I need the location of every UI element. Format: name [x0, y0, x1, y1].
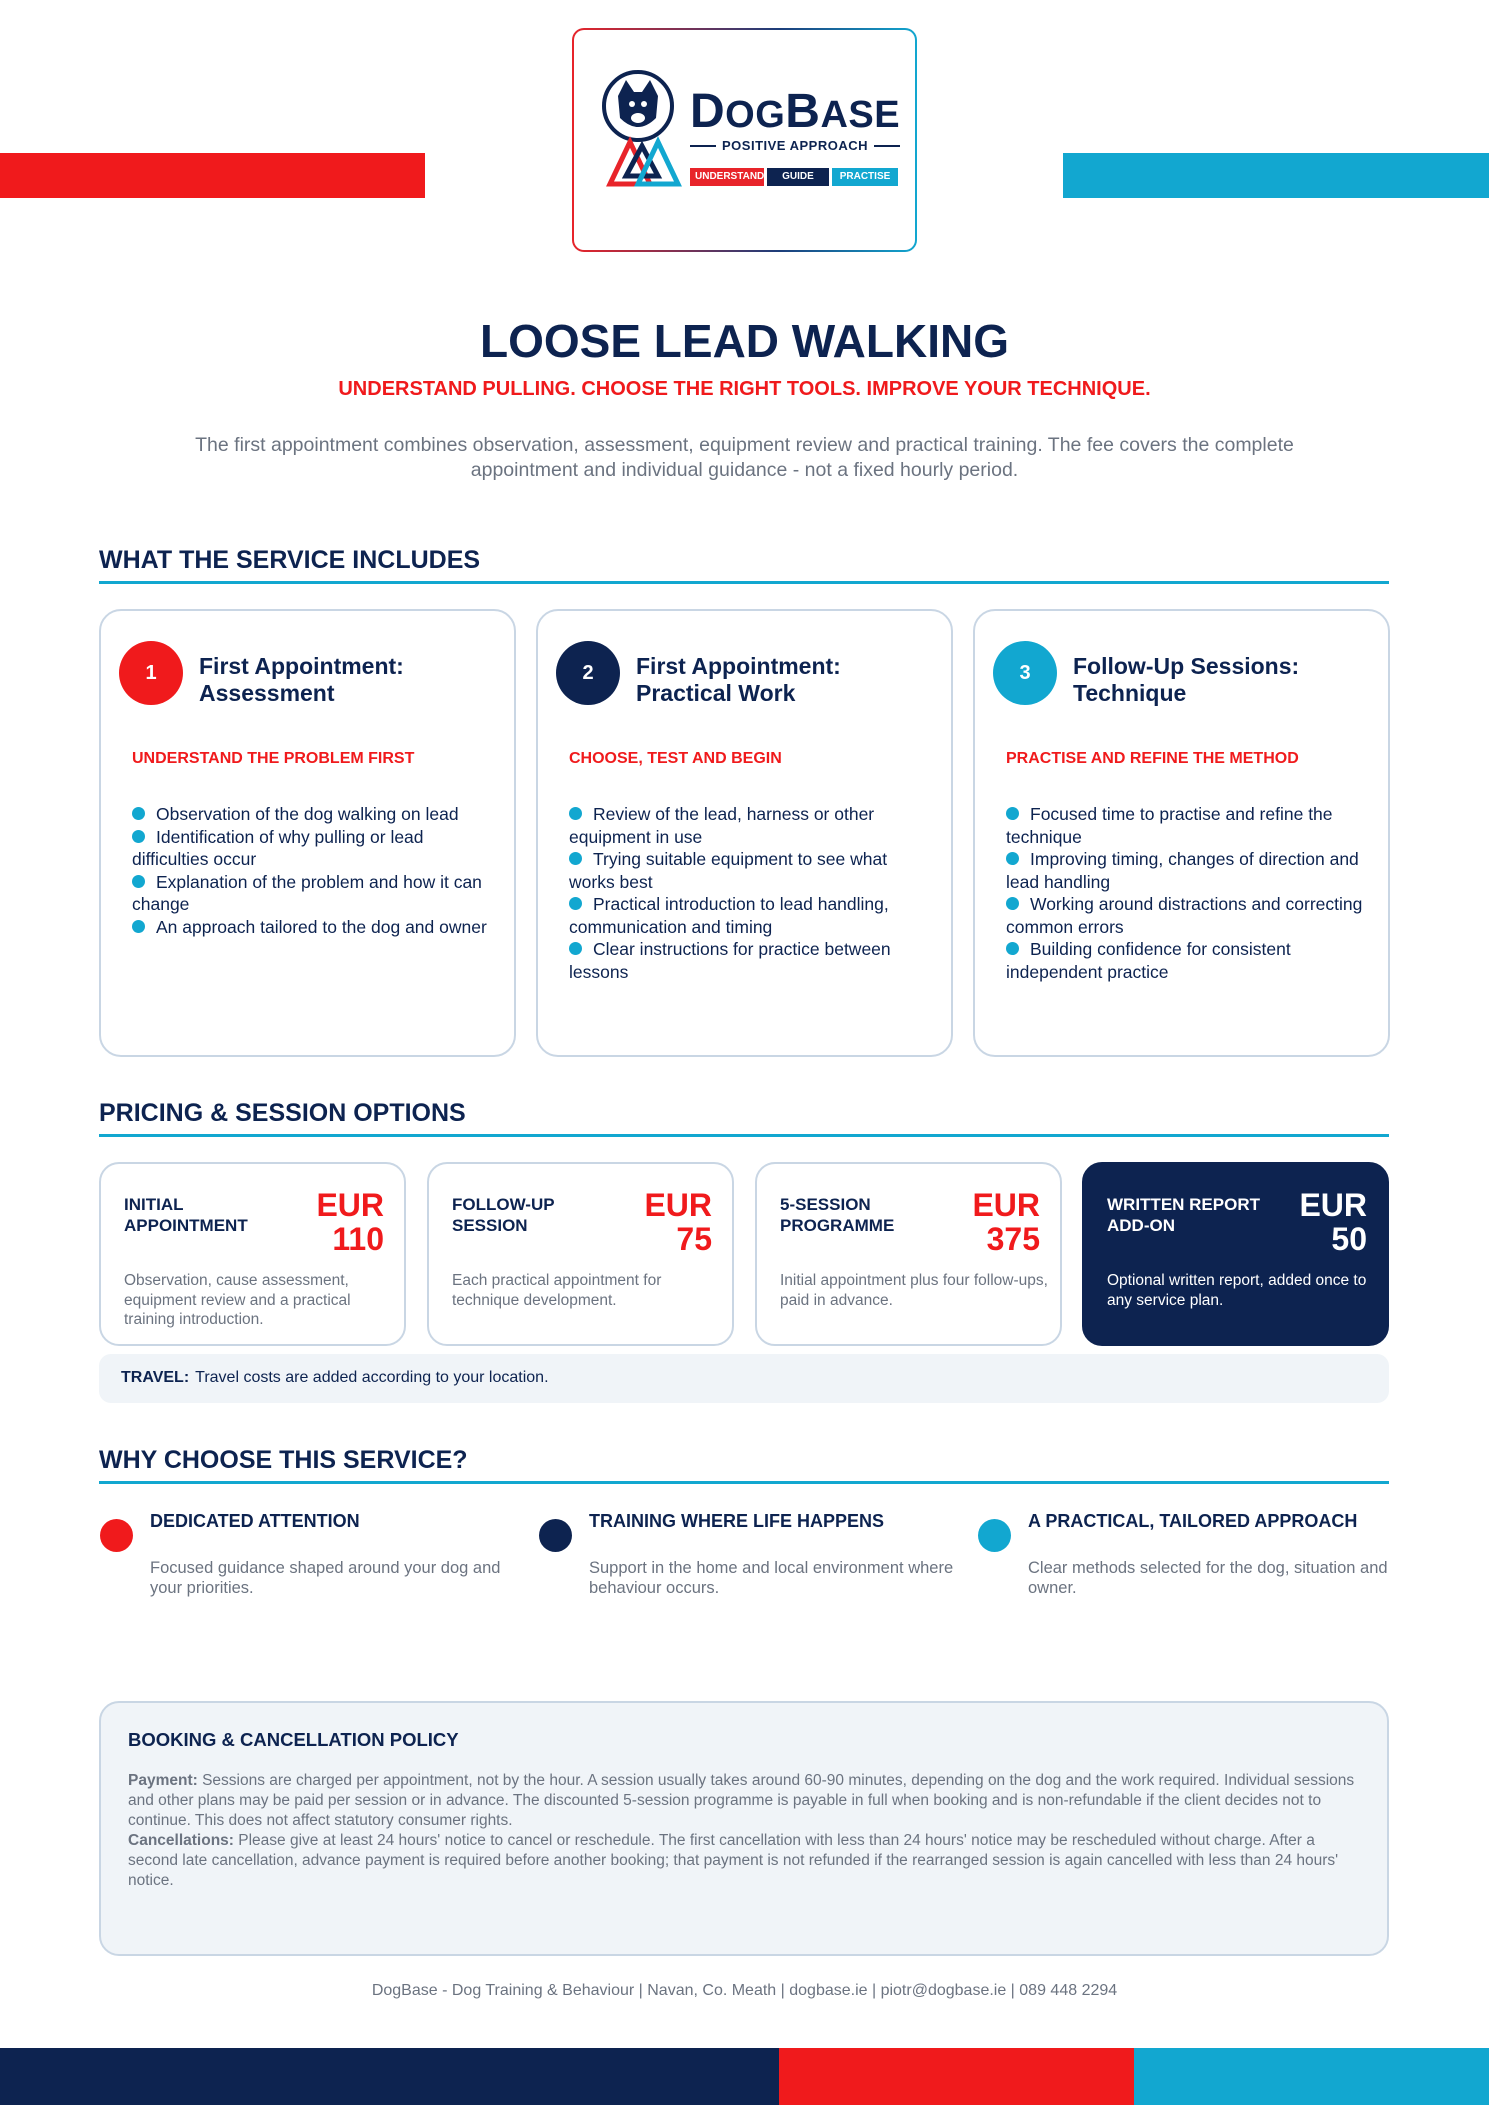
travel-label: TRAVEL: — [121, 1369, 190, 1386]
price-option-desc: Each practical appointment for technique development. — [452, 1272, 662, 1309]
step-number-badge: 3 — [993, 641, 1057, 705]
service-card-practical-work — [536, 609, 953, 1057]
why-item-title: DEDICATED ATTENTION — [150, 1511, 360, 1531]
why-item-desc: Focused guidance shaped around your dog and your priorities. — [150, 1559, 501, 1597]
price-option-desc: Optional written report, added once to any service plan. — [1107, 1272, 1367, 1309]
header-band-blue — [1063, 153, 1489, 198]
list-item: Observation of the dog walking on lead — [132, 803, 492, 826]
price-amount: EUR 110 — [316, 1187, 384, 1257]
footer-bar-red — [779, 2048, 1134, 2105]
section-title-why: WHY CHOOSE THIS SERVICE? — [99, 1446, 1389, 1484]
list-item: Practical introduction to lead handling, communication and timing — [569, 894, 889, 937]
travel-text: Travel costs are added according to your location. — [195, 1369, 549, 1386]
bullet-dot-icon — [132, 830, 145, 843]
red-dot-icon — [100, 1519, 133, 1552]
price-option-name: WRITTEN REPORT ADD-ON — [1107, 1195, 1260, 1235]
list-item: Improving timing, changes of direction and lead handling — [1006, 849, 1359, 892]
service-card-title: First Appointment: Practical Work — [636, 653, 841, 706]
list-item: Building confidence for consistent independent practice — [1006, 939, 1291, 982]
list-item: Explanation of the problem and how it can change — [132, 871, 482, 914]
price-amount: EUR 375 — [972, 1187, 1040, 1257]
service-card-kicker: CHOOSE, TEST AND BEGIN — [569, 750, 782, 767]
bullet-dot-icon — [132, 875, 145, 888]
price-option-desc: Observation, cause assessment, equipment review and a practical training introduction. — [124, 1272, 351, 1328]
price-option-name: INITIAL APPOINTMENT — [124, 1195, 248, 1235]
booking-policy-panel — [99, 1701, 1389, 1956]
list-item: Clear instructions for practice between lessons — [569, 939, 891, 982]
intro-text: The first appointment combines observation, assessment, equipment review and practical training. The fee covers the complete appointment and individual guidance - not a fixed hourly period. — [195, 434, 1294, 481]
logo-inner — [574, 30, 915, 250]
list-item: Working around distractions and correcting common errors — [1006, 894, 1363, 937]
logo-chips — [690, 168, 898, 186]
list-item: Identification of why pulling or lead difficulties occur — [132, 826, 424, 869]
footer-contact: DogBase - Dog Training & Behaviour | Navan, Co. Meath | dogbase.ie | piotr@dogbase.ie | 089 448 2294 — [371, 1982, 1118, 1999]
price-option-desc: Initial appointment plus four follow-ups, paid in advance. — [780, 1272, 1048, 1309]
why-item-title: A PRACTICAL, TAILORED APPROACH — [1028, 1511, 1358, 1531]
list-item: An approach tailored to the dog and owner — [132, 916, 492, 939]
page-title: LOOSE LEAD WALKING — [480, 315, 1009, 367]
bullet-dot-icon — [569, 897, 582, 910]
step-number-badge: 1 — [119, 641, 183, 705]
list-item: Trying suitable equipment to see what works best — [569, 849, 888, 892]
price-option-name: FOLLOW-UP SESSION — [452, 1195, 555, 1235]
bullet-dot-icon — [569, 852, 582, 865]
logo-wordmark: DOGBASE — [690, 85, 901, 138]
why-item-title: TRAINING WHERE LIFE HAPPENS — [589, 1511, 885, 1531]
service-card-assessment — [99, 609, 516, 1057]
step-number-badge: 2 — [556, 641, 620, 705]
blue-dot-icon — [978, 1519, 1011, 1552]
why-item-desc: Support in the home and local environment where behaviour occurs. — [589, 1559, 954, 1597]
price-card-follow-up — [427, 1162, 734, 1346]
policy-heading: BOOKING & CANCELLATION POLICY — [128, 1729, 459, 1750]
bullet-dot-icon — [569, 942, 582, 955]
section-title-services: WHAT THE SERVICE INCLUDES — [99, 546, 1389, 584]
service-card-list — [132, 803, 492, 938]
price-card-initial — [99, 1162, 406, 1346]
navy-dot-icon — [539, 1519, 572, 1552]
page-subtitle: UNDERSTAND PULLING. CHOOSE THE RIGHT TOOLS. IMPROVE YOUR TECHNIQUE. — [338, 378, 1151, 400]
payment-label: Payment: — [128, 1772, 198, 1789]
why-item-desc: Clear methods selected for the dog, situation and owner. — [1028, 1559, 1388, 1597]
section-title-pricing: PRICING & SESSION OPTIONS — [99, 1099, 1389, 1137]
service-card-kicker: PRACTISE AND REFINE THE METHOD — [1006, 750, 1299, 767]
service-card-list — [1006, 803, 1366, 983]
logo-chip-guide: GUIDE — [767, 168, 829, 186]
service-card-title: Follow-Up Sessions: Technique — [1073, 653, 1300, 706]
list-item: Focused time to practise and refine the technique — [1006, 804, 1333, 847]
header-band-red — [0, 153, 425, 198]
bullet-dot-icon — [1006, 897, 1019, 910]
bullet-dot-icon — [132, 807, 145, 820]
price-amount: EUR 75 — [644, 1187, 712, 1257]
footer-bar-navy — [0, 2048, 779, 2105]
logo-chip-understand: UNDERSTAND — [690, 168, 764, 186]
logo-chip-practise: PRACTISE — [832, 168, 898, 186]
footer-bar-blue — [1134, 2048, 1489, 2105]
payment-text: Sessions are charged per appointment, not by the hour. A session usually takes around 60-90 minutes, depending on the dog and the work required. Individual sessions and other plans may be paid per session or in advance. The discounted 5-session programme is payable in full when booking and is non-refundable if the client decides not to continue. This does not affect statutory consumer rights. — [128, 1772, 1355, 1829]
cancellation-text: Please give at least 24 hours' notice to cancel or reschedule. The first cancellation with less than 24 hours' notice may be rescheduled without charge. After a second late cancellation, advance payment is required before another booking; that payment is not refunded if the rearranged session is again cancelled with less than 24 hours' notice. — [128, 1832, 1339, 1889]
footer-color-bar — [0, 2048, 1489, 2105]
service-card-list — [569, 803, 929, 983]
price-card-report-add-on — [1082, 1162, 1389, 1346]
logo-tagline: POSITIVE APPROACH — [690, 138, 900, 153]
price-option-name: 5-SESSION PROGRAMME — [780, 1195, 895, 1235]
policy-text — [128, 1771, 1360, 1891]
list-item: Review of the lead, harness or other equipment in use — [569, 804, 875, 847]
price-amount: EUR 50 — [1299, 1187, 1367, 1257]
service-card-kicker: UNDERSTAND THE PROBLEM FIRST — [132, 750, 415, 767]
bullet-dot-icon — [569, 807, 582, 820]
bullet-dot-icon — [1006, 807, 1019, 820]
cancellation-label: Cancellations: — [128, 1832, 234, 1849]
bullet-dot-icon — [1006, 852, 1019, 865]
travel-note — [99, 1354, 1389, 1403]
bullet-dot-icon — [132, 920, 145, 933]
price-card-programme — [755, 1162, 1062, 1346]
logo-card — [572, 28, 917, 252]
service-card-title: First Appointment: Assessment — [199, 653, 404, 706]
bullet-dot-icon — [1006, 942, 1019, 955]
dog-head-triangles-icon — [582, 66, 692, 194]
service-card-technique — [973, 609, 1390, 1057]
